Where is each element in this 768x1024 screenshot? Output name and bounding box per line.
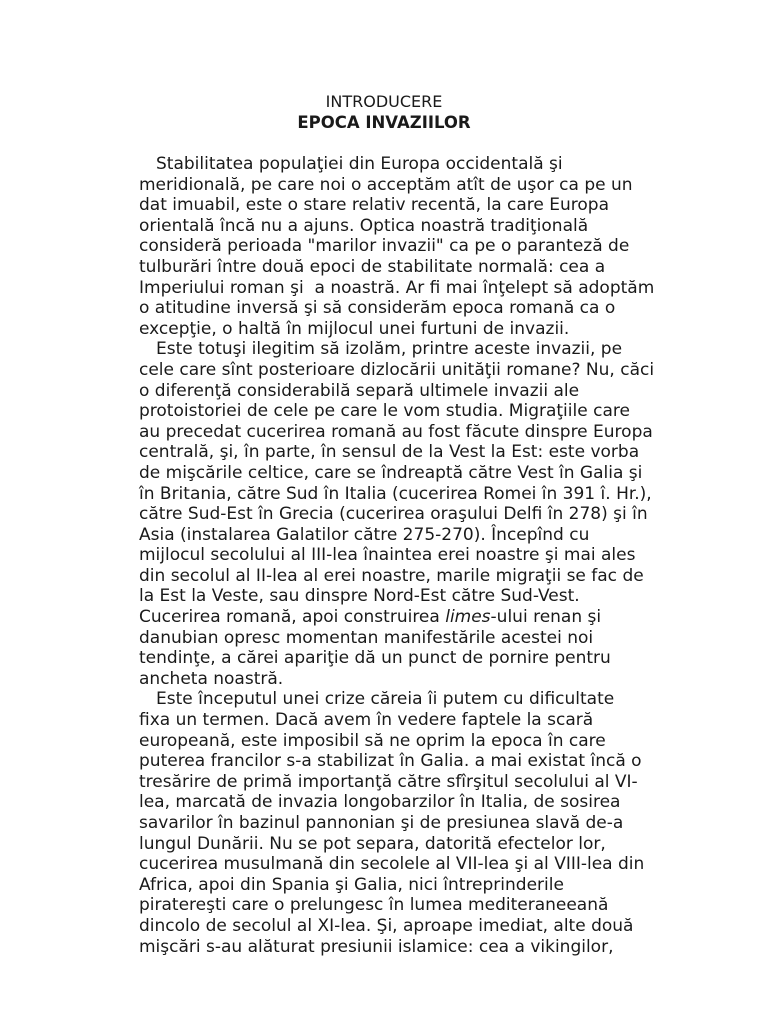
text-line: ancheta noastră. [139,668,284,689]
text-line: dat imuabil, este o stare relativ recentă, la care Europa [139,195,610,216]
line-text: Este începutul unei crize căreia îi putem cu dificultate [156,689,615,710]
text-line: Imperiului roman şi a noastră. Ar fi mai înţelept să adoptăm [139,277,655,298]
text-line: excepţie, o haltă în mijlocul unei furtuni de invazii. [139,318,570,339]
text-line: în Britania, către Sud în Italia (cucerirea Romei în 391 î. Hr.), [139,483,652,504]
text-line: au precedat cucerirea romană au fost făcute dinspre Europa [139,421,653,442]
text-line: Asia (instalarea Galatilor către 275-270). Începînd cu [139,524,590,545]
text-line: lea, marcată de invazia longobarzilor în Italia, de sosirea [139,792,621,813]
text-line: Africa, apoi din Spania şi Galia, nici întreprinderile [139,874,564,895]
text-line [139,154,699,175]
text-line: o diferenţă considerabilă separă ultimele invazii ale [139,380,580,401]
text-line: consideră perioada "marilor invazii" ca pe o paranteză de [139,236,630,257]
text-line: către Sud-Est în Grecia (cucerirea oraşului Delfi în 278) şi în [139,504,648,525]
text-line: piratereşti care o prelungesc în lumea mediteraneeană [139,895,609,916]
text-line: din secolul al II-lea al erei noastre, marile migraţii se fac de [139,565,644,586]
text-line: cucerirea musulmană din secolele al VII-lea şi al VIII-lea din [139,854,645,875]
text-line [139,607,699,628]
text-line: mijlocul secolului al III-lea înaintea erei noastre şi mai ales [139,545,636,566]
text-line: tresărire de primă importanţă către sfîrşitul secolului al VI- [139,771,638,792]
text-line: lungul Dunării. Nu se pot separa, datorită efectelor lor, [139,833,606,854]
text-line: protoistoriei de cele pe care le vom studia. Migraţiile care [139,401,630,422]
text-line: fixa un termen. Dacă avem în vedere faptele la scară [139,710,594,731]
chapter-title: EPOCA INVAZIILOR [297,113,471,132]
text-line: savarilor în bazinul pannonian şi de presiunea slavă de-a [139,813,624,833]
text-line: tendinţe, a cărei apariţie dă un punct de pornire pentru [139,648,611,669]
text-line: o atitudine inversă şi să considerăm epoca romană ca o [139,298,616,319]
text-line: tulburări între două epoci de stabilitate normală: cea a [139,256,606,277]
line-text: Este totuşi ilegitim să izolăm, printre aceste invazii, pe [156,339,623,360]
text-line: europeană, este imposibil să ne oprim la epoca în care [139,730,606,751]
text-line: la Est la Veste, sau dinspre Nord-Est către Sud-Vest. [139,586,580,607]
text-line: orientală încă nu a ajuns. Optica noastră tradiţională [139,215,589,236]
text-line: cele care sînt posterioare dizlocării unităţii romane? Nu, căci [139,359,655,380]
text-line: dincolo de secolul al XI-lea. Şi, aproape imediat, alte două [139,915,634,936]
text-line: mişcări s-au alăturat presiunii islamice: cea a vikingilor, [139,936,614,957]
text-line [139,339,699,360]
text-line: centrală, şi, în parte, în sensul de la Vest la Est: este vorba [139,442,640,463]
body-text [139,154,699,957]
text-line: meridională, pe care noi o acceptăm atît de uşor ca pe un [139,174,633,195]
text-line: puterea francilor s-a stabilizat în Galia. a mai existat încă o [139,751,642,772]
text-line: de mişcările celtice, care se îndreaptă către Vest în Galia şi [139,462,643,483]
section-label: INTRODUCERE [325,92,443,111]
text-line [139,689,699,710]
line-text-after: -ului renan şi [490,607,602,628]
italic-term: limes [445,607,491,628]
line-text: Stabilitatea populaţiei din Europa occidentală şi [156,154,563,174]
text-line: danubian opresc momentan manifestările acestei noi [139,627,594,648]
line-text-before: Cucerirea romană, apoi construirea [139,607,446,628]
